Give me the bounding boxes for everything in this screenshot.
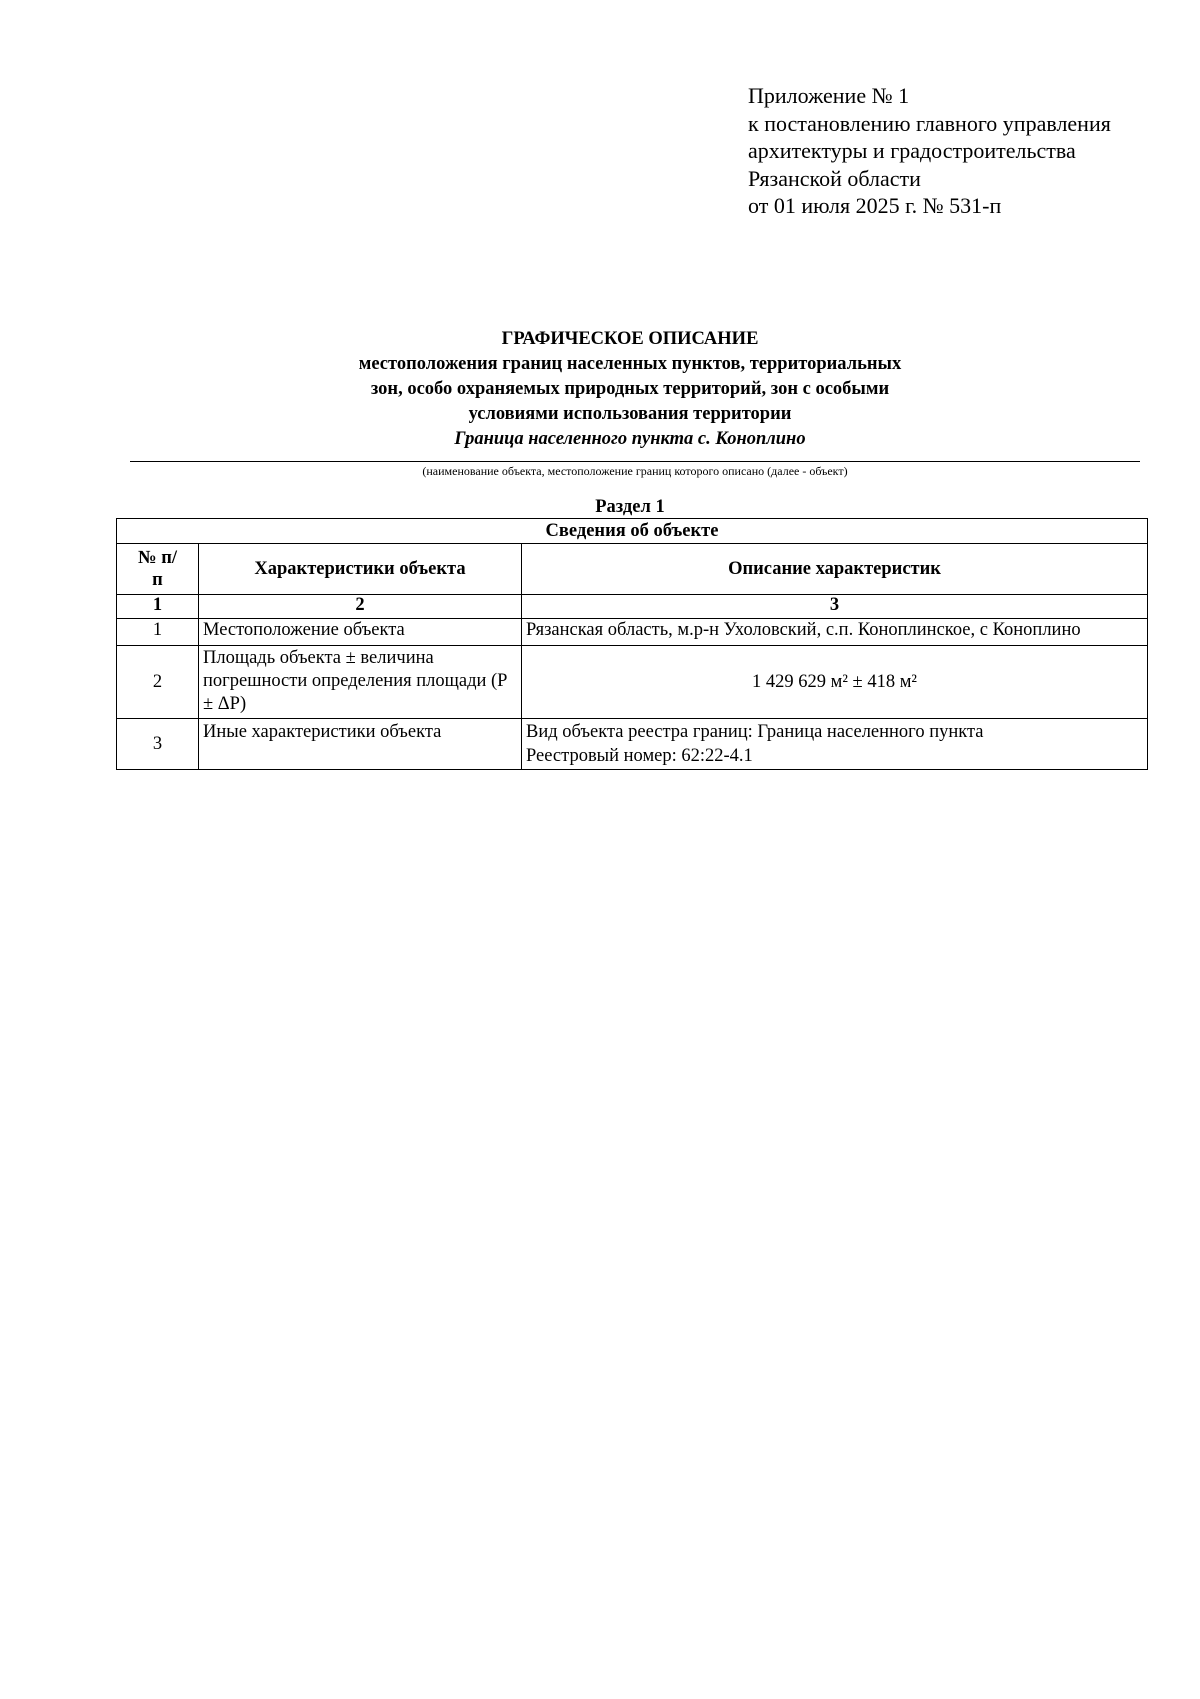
object-name: Граница населенного пункта с. Коноплино [454,429,806,449]
column-number: 2 [199,595,522,619]
table-caption: Сведения об объекте [117,519,1148,544]
document-subtitle-line: условиями использования территории [468,404,792,424]
column-number: 3 [522,595,1148,619]
row-characteristic: Местоположение объекта [199,619,522,646]
row-num: 3 [117,719,199,770]
appendix-line: от 01 июля 2025 г. № 531-п [748,193,1002,218]
appendix-line: к постановлению главного управления [748,110,1111,136]
appendix-line: архитектуры и градостроительства [748,138,1076,163]
appendix-line: Приложение № 1 [748,83,910,108]
table-row [117,619,1148,646]
column-number: 1 [117,595,199,619]
row-num: 1 [117,619,199,646]
table-header-row [117,544,1148,595]
appendix-line: Рязанской области [748,165,921,191]
row-description-line: Вид объекта реестра границ: Граница населенного пункта [526,722,984,742]
row-description [522,719,1148,770]
appendix-header [748,82,1188,220]
header-num-text: № п/п [137,548,177,590]
row-num: 2 [117,646,199,719]
table-caption-row [117,519,1148,544]
header-num [117,544,199,595]
object-name-underline [130,461,1140,462]
underline-note: (наименование объекта, местоположение границ которого описано (далее - объект) [422,464,848,478]
row-characteristic: Площадь объекта ± величина погрешности определения площади (P ± ΔP) [199,646,522,719]
row-description-line: Реестровый номер: 62:22-4.1 [526,746,753,766]
document-subtitle-line: зон, особо охраняемых природных территорий, зон с особыми [370,379,890,399]
row-characteristic: Иные характеристики объекта [199,719,522,770]
object-info-table [116,518,1148,770]
column-number-row [117,595,1148,619]
table-row [117,719,1148,770]
table-row [117,646,1148,719]
header-characteristic: Характеристики объекта [199,544,522,595]
row-description: Рязанская область, м.р-н Ухоловский, с.п. Коноплинское, с Коноплино [522,619,1148,646]
document-subtitle-line: местоположения границ населенных пунктов, территориальных [358,354,902,374]
document-title-block [130,327,1130,451]
section-title: Раздел 1 [595,497,665,517]
document-title: ГРАФИЧЕСКОЕ ОПИСАНИЕ [501,329,759,349]
header-description: Описание характеристик [522,544,1148,595]
row-description: 1 429 629 м² ± 418 м² [522,646,1148,719]
